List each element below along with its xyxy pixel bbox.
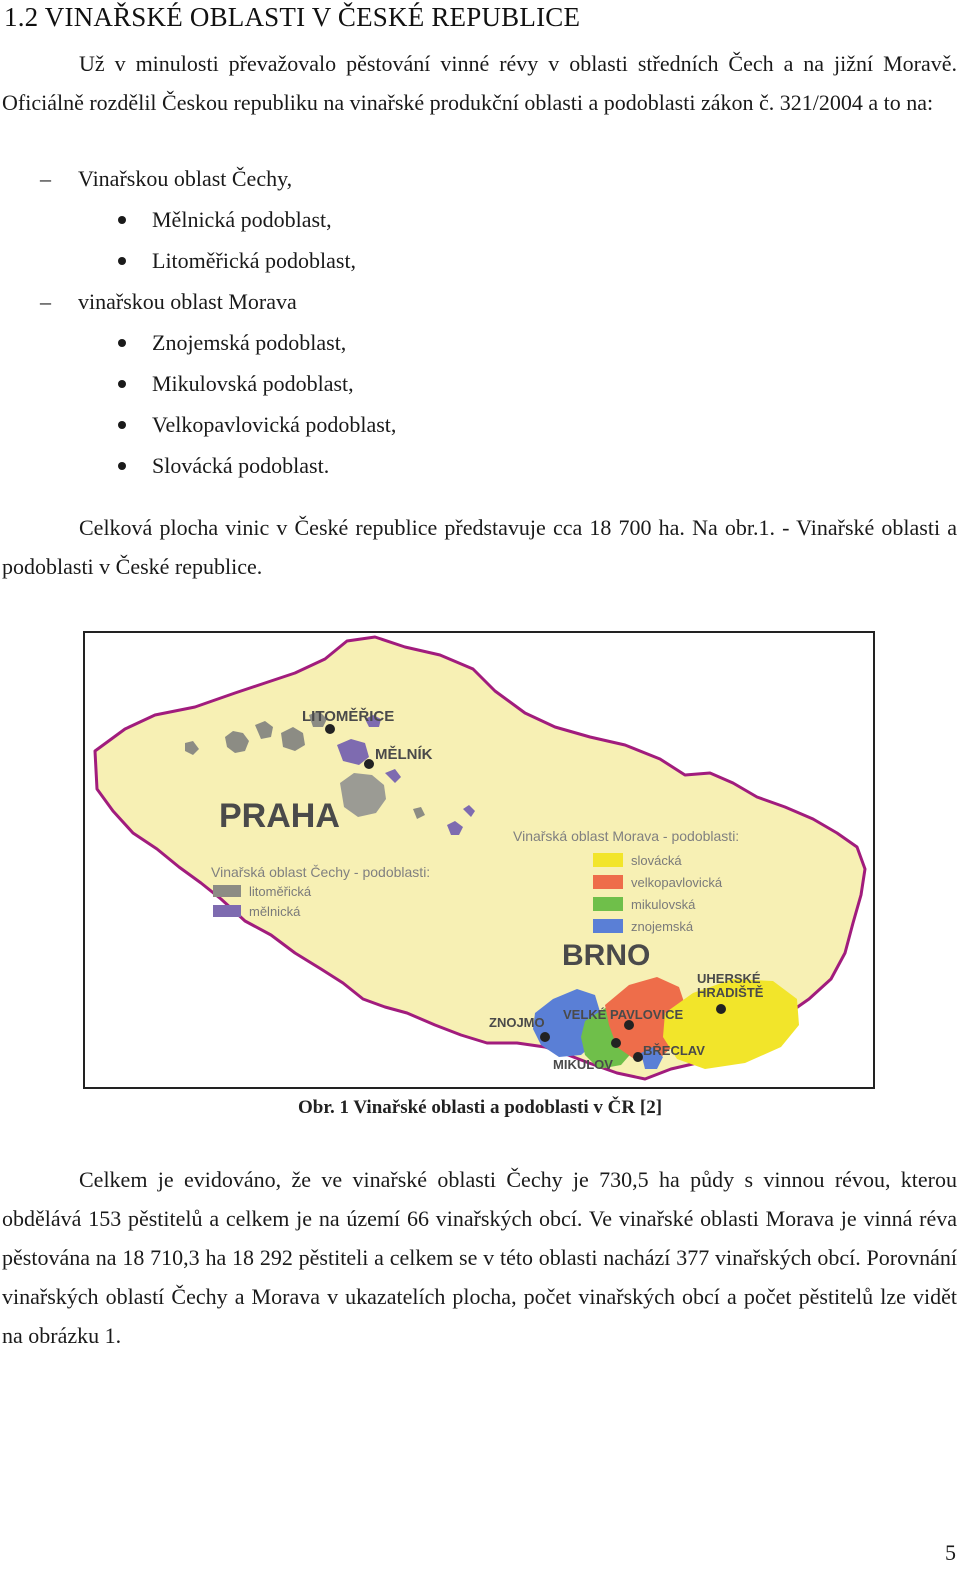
- legend-swatch-velkopavlovicka: [593, 875, 623, 889]
- bullet-icon: [118, 257, 126, 265]
- legend-label-mikulovska: mikulovská: [631, 897, 696, 912]
- dash-marker: –: [40, 166, 51, 191]
- city-dot-uherske-hradiste: [716, 1004, 726, 1014]
- city-label-litomerice: LITOMĚŘICE: [302, 708, 395, 725]
- list-item-subregion: [118, 371, 354, 397]
- legend-morava-title: Vinařská oblast Morava - podoblasti:: [513, 828, 740, 844]
- legend-label-velkopavlovicka: velkopavlovická: [631, 875, 723, 890]
- wine-regions-map: [83, 631, 875, 1089]
- city-label-velke-pavlovice: VELKÉ PAVLOVICE: [563, 1007, 684, 1022]
- legend-swatch-litomericka: [213, 885, 241, 897]
- list-item-subregion: [118, 453, 329, 479]
- region-label: Vinařskou oblast Čechy,: [78, 166, 293, 191]
- list-item-region-morava: [0, 289, 960, 329]
- subregion-label: Velkopavlovická podoblast,: [152, 412, 397, 437]
- subregion-label: Mikulovská podoblast,: [152, 371, 354, 396]
- legend-label-znojemska: znojemská: [631, 919, 694, 934]
- legend-label-melnicka: mělnická: [249, 904, 301, 919]
- city-dot-melnik: [364, 759, 374, 769]
- legend-swatch-mikulovska: [593, 897, 623, 911]
- list-item-subregion: [118, 330, 346, 356]
- bullet-icon: [118, 380, 126, 388]
- city-label-znojmo: ZNOJMO: [489, 1015, 545, 1030]
- subregion-label: Litoměřická podoblast,: [152, 248, 357, 273]
- list-item-subregion: [118, 412, 396, 438]
- city-label-breclav: BŘECLAV: [643, 1043, 705, 1058]
- city-dot-znojmo: [540, 1032, 550, 1042]
- legend-swatch-slovacka: [593, 853, 623, 867]
- region-label: vinařskou oblast Morava: [78, 289, 297, 314]
- city-dot-litomerice: [325, 724, 335, 734]
- legend-swatch-melnicka: [213, 905, 241, 917]
- city-label-brno: BRNO: [562, 939, 651, 972]
- subregion-label: Znojemská podoblast,: [152, 330, 347, 355]
- subregion-label: Slovácká podoblast.: [152, 453, 330, 478]
- city-label-mikulov: MIKULOV: [553, 1057, 613, 1072]
- legend-label-litomericka: litoměřická: [249, 884, 312, 899]
- bullet-icon: [118, 421, 126, 429]
- city-dot-mikulov: [611, 1038, 621, 1048]
- legend-swatch-znojemska: [593, 919, 623, 933]
- total-area-paragraph: Celková plocha vinic v České republice představuje cca 18 700 ha. Na obr.1. - Vinařské oblasti a podoblasti v České republice.: [2, 515, 957, 579]
- bullet-icon: [118, 216, 126, 224]
- section-heading: 1.2 VINAŘSKÉ OBLASTI V ČESKÉ REPUBLICE: [4, 2, 581, 32]
- legend-label-slovacka: slovácká: [631, 853, 682, 868]
- legend-cechy-title: Vinařská oblast Čechy - podoblasti:: [211, 864, 431, 880]
- figure-caption: Obr. 1 Vinařské oblasti a podoblasti v ČR [2]: [297, 1097, 663, 1118]
- city-label-melnik: MĚLNÍK: [375, 746, 433, 763]
- bullet-icon: [118, 339, 126, 347]
- city-dot-breclav: [633, 1052, 643, 1062]
- city-label-praha: PRAHA: [219, 797, 340, 835]
- city-label-uherske-hradiste-1: UHERSKÉ: [697, 971, 761, 986]
- intro-paragraph: Už v minulosti převažovalo pěstování vinné révy v oblasti středních Čech a na jižní Moravě. Oficiálně rozdělil Českou republiku na vinařské produkční oblasti a podoblasti zákon č. 321/2004 a to na:: [2, 51, 957, 115]
- page-number: 5: [945, 1540, 956, 1565]
- list-item-subregion: [118, 207, 332, 233]
- list-item-region-cechy: [0, 166, 960, 206]
- map-svg: [85, 633, 873, 1087]
- statistics-paragraph: Celkem je evidováno, že ve vinařské oblasti Čechy je 730,5 ha půdy s vinnou révou, kterou obdělává 153 pěstitelů a celkem je na území 66 vinařských obcí. Ve vinařské oblasti Morava je vinná réva pěstována na 18 710,3 ha 18 292 pěstiteli a celkem se v této oblasti nachází 377 vinařských obcí. Porovnání vinařských oblastí Čechy a Morava v ukazatelích plocha, počet vinařských obcí a počet pěstitelů lze vidět na obrázku 1.: [2, 1167, 957, 1348]
- subregion-label: Mělnická podoblast,: [152, 207, 332, 232]
- bullet-icon: [118, 462, 126, 470]
- list-item-subregion: [118, 248, 356, 274]
- city-label-uherske-hradiste-2: HRADIŠTĚ: [697, 985, 764, 1000]
- dash-marker: –: [40, 289, 51, 314]
